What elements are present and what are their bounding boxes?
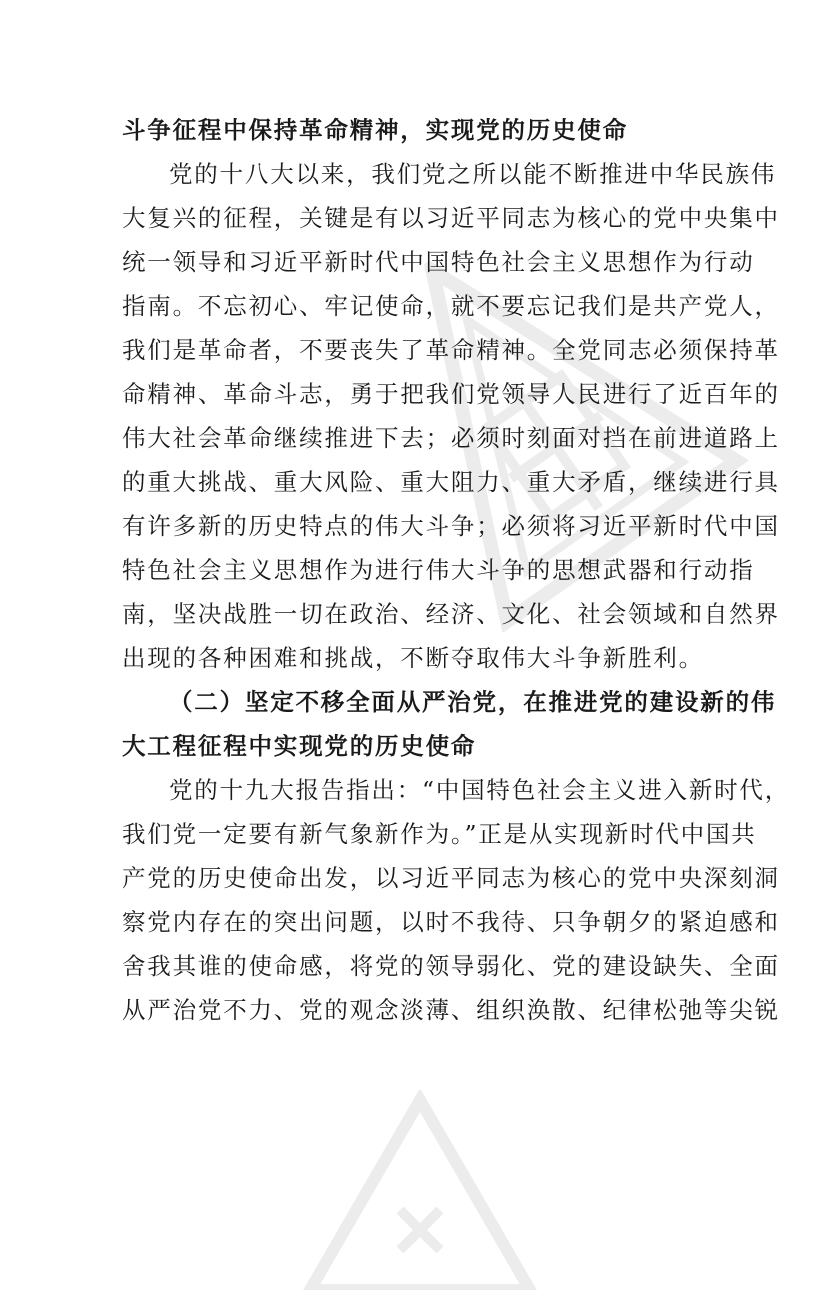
paragraph-line: 我们党一定要有新气象新作为。”正是从实现新时代中国共	[122, 820, 757, 848]
paragraph-line: 大复兴的征程，关键是有以习近平同志为核心的党中央集中	[122, 204, 780, 232]
paragraph-line: 出现的各种困难和挑战，不断夺取伟大斗争新胜利。	[122, 644, 704, 672]
section-heading: （二）坚定不移全面从严治党，在推进党的建设新的伟	[169, 688, 777, 716]
watermark-logo-icon	[300, 1090, 540, 1290]
paragraph-line: 党的十九大报告指出：“中国特色社会主义进入新时代，	[169, 776, 791, 804]
paragraph-line: 产党的历史使命出发，以习近平同志为核心的党中央深刻洞	[122, 864, 780, 892]
paragraph-line: 的重大挑战、重大风险、重大阻力、重大矛盾，继续进行具	[122, 468, 780, 496]
document-body	[122, 108, 791, 1032]
paragraph-line: 有许多新的历史特点的伟大斗争；必须将习近平新时代中国	[122, 512, 780, 540]
paragraph-line: 特色社会主义思想作为进行伟大斗争的思想武器和行动指	[122, 556, 755, 584]
paragraph-line: 指南。不忘初心、牢记使命，就不要忘记我们是共产党人，	[122, 292, 780, 320]
section-heading-continuation: 斗争征程中保持革命精神，实现党的历史使命	[122, 116, 628, 144]
paragraph-line: 党的十八大以来，我们党之所以能不断推进中华民族伟	[169, 160, 777, 188]
paragraph-line: 统一领导和习近平新时代中国特色社会主义思想作为行动	[122, 248, 755, 276]
paragraph-line: 南，坚决战胜一切在政治、经济、文化、社会领域和自然界	[122, 600, 780, 628]
paragraph-line: 舍我其谁的使命感，将党的领导弱化、党的建设缺失、全面	[122, 952, 780, 980]
paragraph-line: 察党内存在的突出问题，以时不我待、只争朝夕的紧迫感和	[122, 908, 780, 936]
paragraph-line: 伟大社会革命继续推进下去；必须时刻面对挡在前进道路上	[122, 424, 780, 452]
paragraph-line: 我们是革命者，不要丧失了革命精神。全党同志必须保持革	[122, 336, 780, 364]
section-heading: 大工程征程中实现党的历史使命	[122, 732, 477, 760]
paragraph-line: 从严治党不力、党的观念淡薄、组织涣散、纪律松弛等尖锐	[122, 996, 780, 1024]
paragraph-line: 命精神、革命斗志，勇于把我们党领导人民进行了近百年的	[122, 380, 780, 408]
